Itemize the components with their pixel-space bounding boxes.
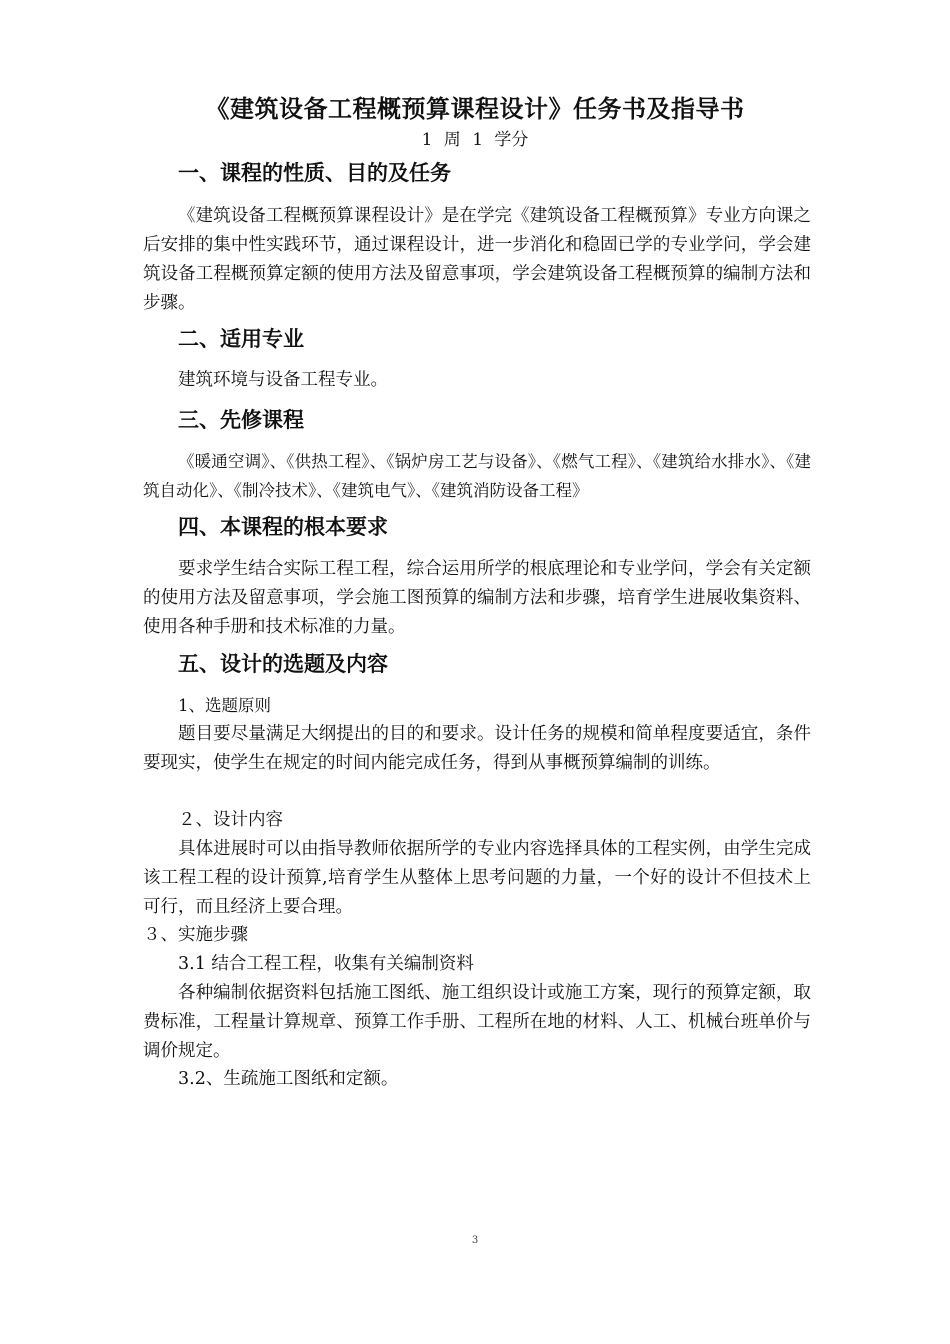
subsection-label-topic-principles: 1、选题原则: [178, 696, 271, 715]
subsection-label-design-content: ２、设计内容: [178, 810, 283, 830]
course-duration-credits: 1 周 1 学分: [421, 130, 529, 150]
section-body-basic-requirements: 要求学生结合实际工程工程，综合运用所学的根底理论和专业学问，学会有关定额的使用方法及留意事项，学会施工图预算的编制方法和步骤，培育学生进展收集资料、使用各种手册和技术标准的力量。: [143, 559, 811, 637]
section-heading-applicable-major: 二、适用专业: [178, 327, 304, 351]
step-body-collect-materials: 各种编制依据资料包括施工图纸、施工组织设计或施工方案，现行的预算定额，取费标准，工程量计算规章、预算工作手册、工程所在地的材料、人工、机械台班单价与调价规定。: [143, 983, 811, 1061]
step-label-familiarize-drawings: 3.2、生疏施工图纸和定额。: [178, 1069, 399, 1089]
subsection-label-implementation-steps: ３、实施步骤: [143, 925, 248, 945]
document-title: 《建筑设备工程概预算课程设计》任务书及指导书: [205, 95, 745, 123]
section-body-prerequisites: 《暖通空调》、《供热工程》、《锅炉房工艺与设备》、《燃气工程》、《建筑给水排水》、《建筑自动化》、《制冷技术》、《建筑电气》、《建筑消防设备工程》: [143, 452, 811, 500]
section-heading-topic-content: 五、设计的选题及内容: [178, 652, 388, 676]
subsection-body-design-content: 具体进展时可以由指导教师依据所学的专业内容选择具体的工程实例，由学生完成该工程工程的设计预算,培育学生从整体上思考问题的力量，一个好的设计不但技术上可行，而且经济上要合理。: [143, 839, 811, 917]
section-body-applicable-major: 建筑环境与设备工程专业。: [178, 370, 388, 390]
subsection-body-topic-principles: 题目要尽量满足大纲提出的目的和要求。设计任务的规模和简单程度要适宜，条件要现实，使学生在规定的时间内能完成任务，得到从事概预算编制的训练。: [143, 724, 811, 773]
section-heading-nature-purpose: 一、课程的性质、目的及任务: [178, 161, 451, 185]
step-label-collect-materials: 3.1 结合工程工程，收集有关编制资料: [178, 954, 474, 974]
page-number: 3: [471, 1235, 479, 1246]
section-body-nature-purpose: 《建筑设备工程概预算课程设计》是在学完《建筑设备工程概预算》专业方向课之后安排的集中性实践环节，通过课程设计，进一步消化和稳固已学的专业学问，学会建筑设备工程概预算定额的使用方法及留意事项，学会建筑设备工程概预算的编制方法和步骤。: [143, 206, 811, 313]
section-heading-prerequisites: 三、先修课程: [178, 408, 304, 432]
section-heading-basic-requirements: 四、本课程的根本要求: [178, 515, 388, 539]
